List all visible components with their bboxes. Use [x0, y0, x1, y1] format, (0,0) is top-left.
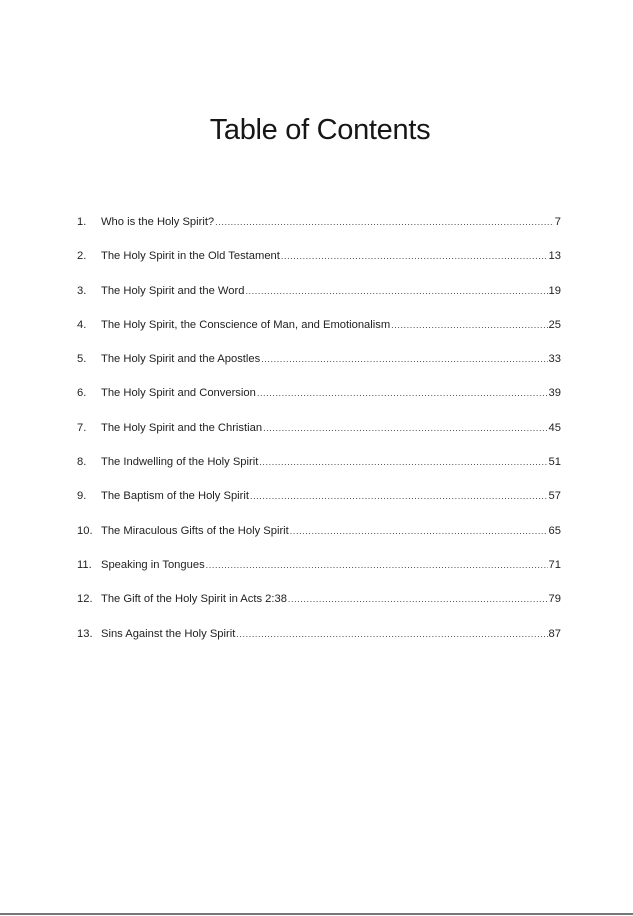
toc-dot-leader: [261, 349, 547, 369]
toc-entry-title: The Holy Spirit and the Christian: [101, 421, 263, 434]
toc-dot-leader: [263, 418, 547, 438]
toc-entry-page: 13: [548, 250, 561, 263]
toc-entry: [77, 418, 561, 452]
toc-entry: [77, 315, 561, 349]
toc-entry-title: Speaking in Tongues: [101, 558, 205, 571]
toc-entry: [77, 521, 561, 555]
toc-dot-leader: [288, 589, 548, 609]
toc-entry-page: 51: [548, 456, 561, 469]
toc-entry: [77, 486, 561, 520]
toc-entry-title: The Holy Spirit and the Apostles: [101, 353, 261, 366]
toc-entry: [77, 452, 561, 486]
toc-entry-page: 57: [548, 490, 561, 503]
toc-entry-number: 5.: [77, 353, 87, 366]
toc-dot-leader: [257, 383, 548, 403]
toc-entry-title: The Holy Spirit and Conversion: [101, 387, 256, 400]
toc-dot-leader: [290, 521, 548, 541]
toc-entry-page: 19: [548, 284, 561, 297]
toc-dot-leader: [215, 212, 554, 232]
toc-entry: [77, 246, 561, 280]
toc-dot-leader: [206, 555, 548, 575]
toc-entry-number: 8.: [77, 456, 87, 469]
page-title: Table of Contents: [209, 114, 431, 146]
toc-entry-title: The Holy Spirit in the Old Testament: [101, 250, 280, 263]
toc-entry: [77, 555, 561, 589]
toc-entry-page: 39: [548, 387, 561, 400]
toc-entry-number: 11.: [77, 558, 92, 571]
toc-entry-page: 87: [548, 627, 561, 640]
toc-entry-number: 6.: [77, 387, 87, 400]
toc-dot-leader: [391, 315, 547, 335]
toc-entry: [77, 212, 561, 246]
toc-entry-page: 71: [548, 558, 561, 571]
toc-entry-title: The Holy Spirit and the Word: [101, 284, 245, 297]
toc-dot-leader: [281, 246, 548, 266]
toc-entry-number: 10.: [77, 524, 93, 537]
toc-entry-title: The Gift of the Holy Spirit in Acts 2:38: [101, 593, 287, 606]
toc-entry-title: The Indwelling of the Holy Spirit: [101, 456, 259, 469]
toc-entry-number: 7.: [77, 421, 87, 434]
toc-entry: [77, 624, 561, 658]
toc-entry-page: 65: [548, 524, 561, 537]
toc-entry: [77, 589, 561, 623]
toc-dot-leader: [250, 486, 548, 506]
toc-entry: [77, 281, 561, 315]
toc-entry: [77, 349, 561, 383]
toc-entry-page: 45: [548, 421, 561, 434]
toc-entry-title: The Holy Spirit, the Conscience of Man, and Emotionalism: [101, 318, 391, 331]
toc-entry-page: 33: [548, 353, 561, 366]
toc-entry-title: The Miraculous Gifts of the Holy Spirit: [101, 524, 289, 537]
toc-entry: [77, 383, 561, 417]
toc-dot-leader: [245, 281, 547, 301]
toc-dot-leader: [259, 452, 547, 472]
toc-dot-leader: [236, 624, 547, 644]
toc-entry-title: Who is the Holy Spirit?: [101, 216, 215, 228]
toc-entry-number: 2.: [77, 250, 87, 263]
toc-entry-title: Sins Against the Holy Spirit: [101, 627, 236, 640]
toc-entry-number: 12.: [77, 593, 93, 606]
table-of-contents: [77, 212, 561, 658]
toc-entry-number: 4.: [77, 318, 87, 331]
toc-entry-number: 9.: [77, 490, 87, 503]
toc-entry-number: 3.: [77, 284, 87, 297]
bottom-divider: [0, 913, 633, 915]
toc-entry-page: 7: [554, 216, 561, 228]
toc-entry-number: 13.: [77, 627, 93, 640]
toc-entry-page: 79: [548, 593, 561, 606]
toc-entry-page: 25: [548, 318, 561, 331]
toc-entry-title: The Baptism of the Holy Spirit: [101, 490, 249, 503]
toc-entry-number: 1.: [77, 216, 87, 228]
